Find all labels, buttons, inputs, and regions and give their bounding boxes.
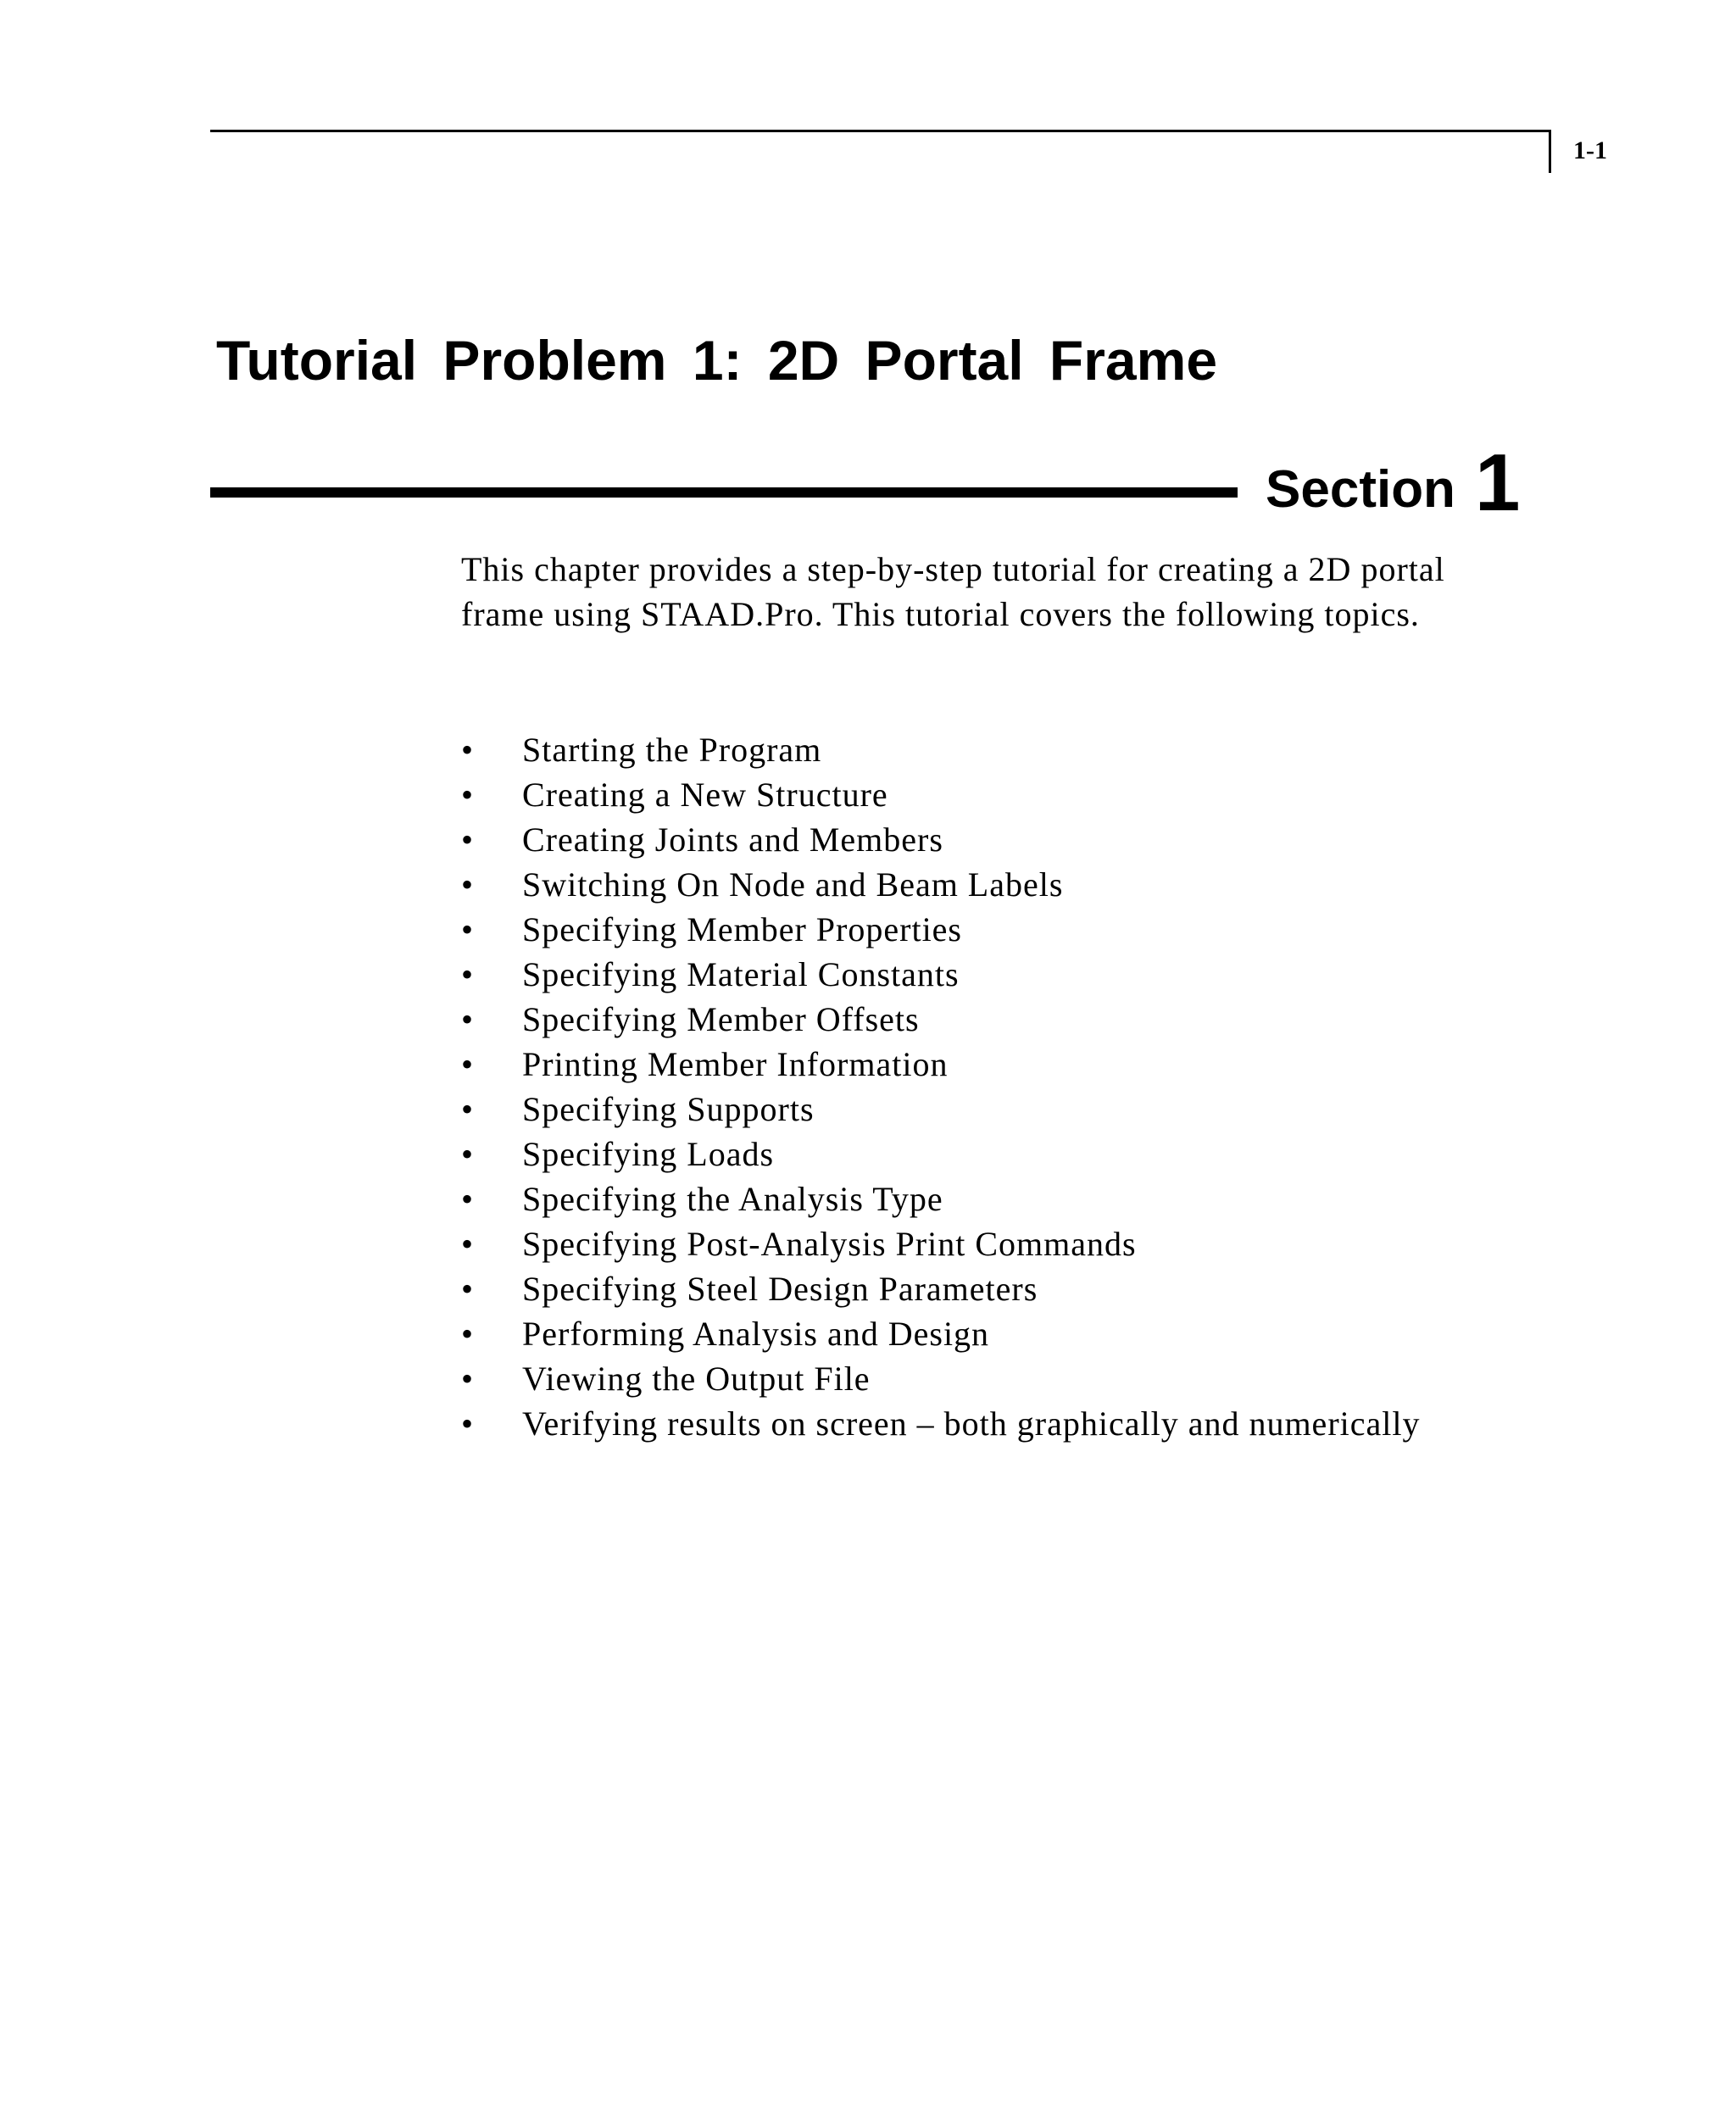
bullet-icon: • <box>461 910 475 948</box>
bullet-icon: • <box>461 955 475 993</box>
header-rule-tick <box>1549 130 1551 173</box>
list-item <box>461 1042 1420 1087</box>
bullet-icon: • <box>461 1180 475 1218</box>
list-item <box>461 772 1420 817</box>
list-item-text: Specifying Steel Design Parameters <box>522 1270 1038 1308</box>
list-item-text: Creating Joints and Members <box>522 820 943 859</box>
list-item-text: Specifying Material Constants <box>522 955 960 993</box>
bullet-icon: • <box>461 1045 475 1083</box>
list-item <box>461 952 1420 997</box>
list-item-text: Viewing the Output File <box>522 1360 871 1398</box>
list-item-text: Verifying results on screen – both graphically and numerically <box>522 1404 1421 1443</box>
bullet-icon: • <box>461 1090 475 1128</box>
list-item <box>461 1132 1420 1176</box>
list-item <box>461 907 1420 952</box>
list-item-text: Switching On Node and Beam Labels <box>522 865 1064 904</box>
bullet-icon: • <box>461 776 475 814</box>
bullet-icon: • <box>461 865 475 904</box>
bullet-icon: • <box>461 1270 475 1308</box>
list-item <box>461 1266 1420 1311</box>
list-item-text: Performing Analysis and Design <box>522 1315 990 1353</box>
list-item <box>461 817 1420 862</box>
chapter-title: Tutorial Problem 1: 2D Portal Frame <box>216 329 1218 392</box>
section-divider <box>210 487 1238 498</box>
list-item <box>461 1221 1420 1266</box>
list-item <box>461 997 1420 1042</box>
bullet-icon: • <box>461 731 475 769</box>
list-item-text: Specifying the Analysis Type <box>522 1180 943 1218</box>
bullet-icon: • <box>461 1360 475 1398</box>
list-item <box>461 1176 1420 1221</box>
bullet-icon: • <box>461 1000 475 1038</box>
topics-list <box>461 727 1420 1446</box>
bullet-icon: • <box>461 1315 475 1353</box>
header-rule <box>210 130 1550 132</box>
list-item-text: Specifying Supports <box>522 1090 815 1128</box>
list-item-text: Specifying Loads <box>522 1135 775 1173</box>
bullet-icon: • <box>461 820 475 859</box>
list-item <box>461 862 1420 907</box>
list-item-text: Creating a New Structure <box>522 776 888 814</box>
intro-paragraph: This chapter provides a step-by-step tutorial for creating a 2D portal frame using STAAD.Pro. This tutorial covers the following topics. <box>461 550 1445 633</box>
list-item <box>461 1087 1420 1132</box>
list-item <box>461 1311 1420 1356</box>
list-item <box>461 727 1420 772</box>
bullet-icon: • <box>461 1404 475 1443</box>
list-item-text: Specifying Member Offsets <box>522 1000 920 1038</box>
list-item <box>461 1356 1420 1401</box>
list-item <box>461 1401 1420 1446</box>
section-number: 1 <box>1475 437 1521 528</box>
section-label: Section <box>1266 460 1455 519</box>
list-item-text: Printing Member Information <box>522 1045 949 1083</box>
bullet-icon: • <box>461 1225 475 1263</box>
list-item-text: Specifying Post-Analysis Print Commands <box>522 1225 1137 1263</box>
bullet-icon: • <box>461 1135 475 1173</box>
list-item-text: Specifying Member Properties <box>522 910 962 948</box>
page-number: 1-1 <box>1573 136 1607 164</box>
list-item-text: Starting the Program <box>522 731 822 769</box>
